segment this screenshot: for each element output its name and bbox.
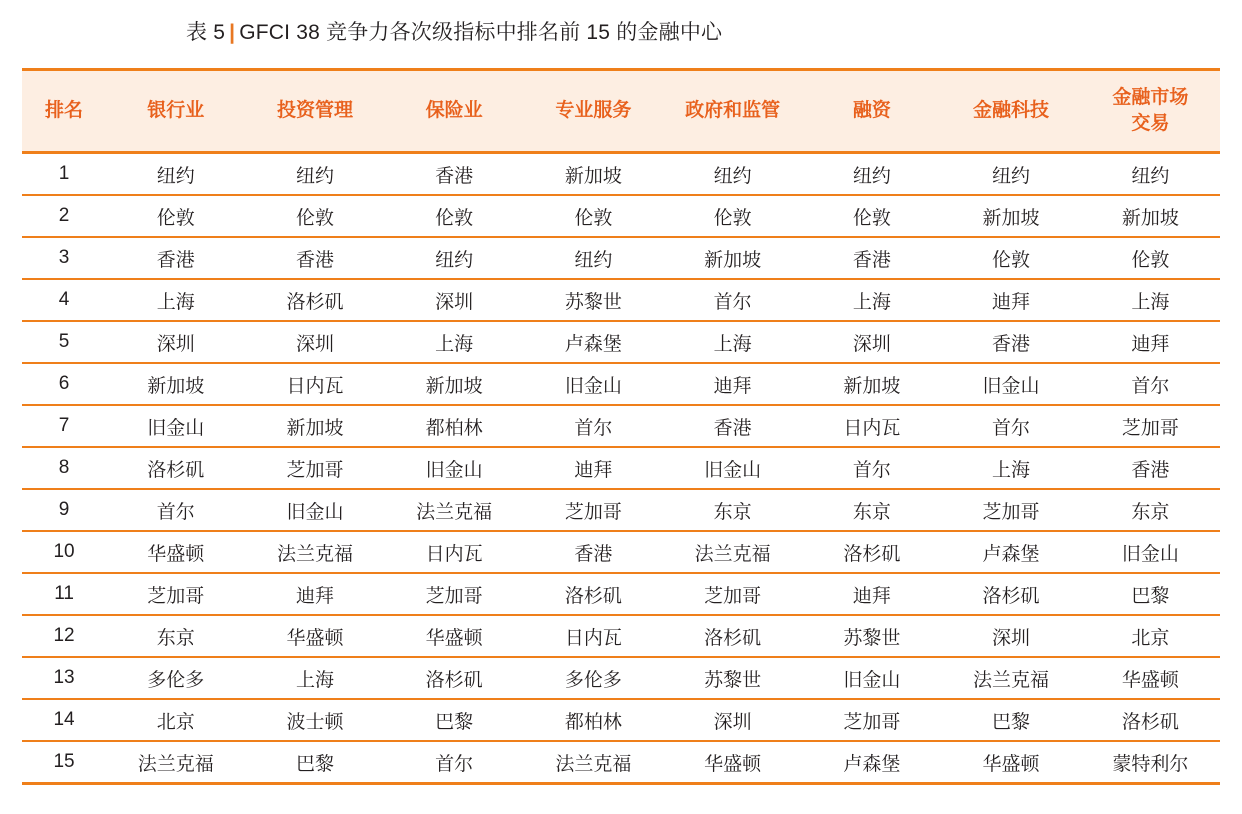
- table-row: [22, 615, 1220, 657]
- cell-government-regulation: 华盛顿: [663, 741, 802, 784]
- cell-rank: 4: [22, 279, 106, 321]
- column-header-fintech: 金融科技: [941, 70, 1080, 153]
- cell-government-regulation: 法兰克福: [663, 531, 802, 573]
- cell-banking: 芝加哥: [106, 573, 245, 615]
- cell-rank: 12: [22, 615, 106, 657]
- cell-trading: 洛杉矶: [1081, 699, 1220, 741]
- cell-professional-services: 首尔: [524, 405, 663, 447]
- cell-professional-services: 芝加哥: [524, 489, 663, 531]
- cell-fintech: 新加坡: [941, 195, 1080, 237]
- cell-trading: 旧金山: [1081, 531, 1220, 573]
- cell-rank: 5: [22, 321, 106, 363]
- cell-investment-management: 芝加哥: [245, 447, 384, 489]
- cell-insurance: 深圳: [385, 279, 524, 321]
- cell-trading: 巴黎: [1081, 573, 1220, 615]
- cell-rank: 13: [22, 657, 106, 699]
- table-row: [22, 279, 1220, 321]
- cell-government-regulation: 伦敦: [663, 195, 802, 237]
- gfci-subindex-table: [22, 68, 1220, 785]
- cell-fintech: 纽约: [941, 153, 1080, 196]
- cell-insurance: 法兰克福: [385, 489, 524, 531]
- column-header-insurance: 保险业: [385, 70, 524, 153]
- cell-investment-management: 旧金山: [245, 489, 384, 531]
- table-row: [22, 573, 1220, 615]
- cell-professional-services: 法兰克福: [524, 741, 663, 784]
- table-row: [22, 489, 1220, 531]
- cell-fintech: 巴黎: [941, 699, 1080, 741]
- cell-banking: 东京: [106, 615, 245, 657]
- cell-government-regulation: 东京: [663, 489, 802, 531]
- cell-trading: 北京: [1081, 615, 1220, 657]
- cell-government-regulation: 洛杉矶: [663, 615, 802, 657]
- cell-banking: 深圳: [106, 321, 245, 363]
- cell-finance: 伦敦: [802, 195, 941, 237]
- column-header-investment-management: 投资管理: [245, 70, 384, 153]
- cell-banking: 多伦多: [106, 657, 245, 699]
- cell-trading: 伦敦: [1081, 237, 1220, 279]
- cell-trading: 蒙特利尔: [1081, 741, 1220, 784]
- cell-government-regulation: 苏黎世: [663, 657, 802, 699]
- cell-banking: 洛杉矶: [106, 447, 245, 489]
- cell-government-regulation: 迪拜: [663, 363, 802, 405]
- cell-rank: 15: [22, 741, 106, 784]
- cell-banking: 伦敦: [106, 195, 245, 237]
- column-header-professional-services: 专业服务: [524, 70, 663, 153]
- cell-insurance: 首尔: [385, 741, 524, 784]
- cell-rank: 1: [22, 153, 106, 196]
- cell-fintech: 华盛顿: [941, 741, 1080, 784]
- caption-text: GFCI 38 竞争力各次级指标中排名前 15 的金融中心: [239, 21, 723, 44]
- cell-investment-management: 日内瓦: [245, 363, 384, 405]
- cell-finance: 卢森堡: [802, 741, 941, 784]
- column-header-rank: 排名: [22, 70, 106, 153]
- cell-insurance: 芝加哥: [385, 573, 524, 615]
- column-header-trading: [1081, 70, 1220, 153]
- cell-finance: 洛杉矶: [802, 531, 941, 573]
- cell-banking: 上海: [106, 279, 245, 321]
- cell-professional-services: 日内瓦: [524, 615, 663, 657]
- cell-government-regulation: 芝加哥: [663, 573, 802, 615]
- cell-insurance: 旧金山: [385, 447, 524, 489]
- caption-number: 表 5: [186, 21, 226, 44]
- cell-insurance: 新加坡: [385, 363, 524, 405]
- cell-fintech: 深圳: [941, 615, 1080, 657]
- column-header-banking: 银行业: [106, 70, 245, 153]
- table-container: [22, 68, 1220, 785]
- cell-rank: 11: [22, 573, 106, 615]
- cell-rank: 2: [22, 195, 106, 237]
- cell-government-regulation: 上海: [663, 321, 802, 363]
- cell-rank: 6: [22, 363, 106, 405]
- cell-fintech: 法兰克福: [941, 657, 1080, 699]
- cell-investment-management: 纽约: [245, 153, 384, 196]
- cell-banking: 首尔: [106, 489, 245, 531]
- cell-finance: 日内瓦: [802, 405, 941, 447]
- cell-professional-services: 纽约: [524, 237, 663, 279]
- cell-insurance: 日内瓦: [385, 531, 524, 573]
- table-row: [22, 405, 1220, 447]
- column-header-trading-line1: 金融市场: [1112, 87, 1189, 108]
- table-row: [22, 699, 1220, 741]
- cell-trading: 东京: [1081, 489, 1220, 531]
- cell-investment-management: 迪拜: [245, 573, 384, 615]
- cell-investment-management: 巴黎: [245, 741, 384, 784]
- cell-finance: 迪拜: [802, 573, 941, 615]
- cell-professional-services: 香港: [524, 531, 663, 573]
- cell-government-regulation: 首尔: [663, 279, 802, 321]
- cell-fintech: 迪拜: [941, 279, 1080, 321]
- cell-investment-management: 洛杉矶: [245, 279, 384, 321]
- table-row: [22, 321, 1220, 363]
- cell-professional-services: 洛杉矶: [524, 573, 663, 615]
- cell-insurance: 都柏林: [385, 405, 524, 447]
- cell-fintech: 芝加哥: [941, 489, 1080, 531]
- cell-rank: 9: [22, 489, 106, 531]
- cell-rank: 14: [22, 699, 106, 741]
- column-header-finance: 融资: [802, 70, 941, 153]
- table-row: [22, 447, 1220, 489]
- cell-banking: 北京: [106, 699, 245, 741]
- cell-fintech: 上海: [941, 447, 1080, 489]
- cell-investment-management: 深圳: [245, 321, 384, 363]
- cell-government-regulation: 香港: [663, 405, 802, 447]
- cell-rank: 7: [22, 405, 106, 447]
- caption-separator: |: [229, 21, 236, 44]
- cell-finance: 上海: [802, 279, 941, 321]
- cell-investment-management: 华盛顿: [245, 615, 384, 657]
- cell-investment-management: 上海: [245, 657, 384, 699]
- table-row: [22, 657, 1220, 699]
- cell-trading: 芝加哥: [1081, 405, 1220, 447]
- cell-professional-services: 新加坡: [524, 153, 663, 196]
- cell-investment-management: 法兰克福: [245, 531, 384, 573]
- column-header-trading-line2: 交易: [1131, 113, 1170, 134]
- cell-banking: 纽约: [106, 153, 245, 196]
- cell-finance: 纽约: [802, 153, 941, 196]
- cell-investment-management: 波士顿: [245, 699, 384, 741]
- table-row: [22, 153, 1220, 196]
- cell-trading: 香港: [1081, 447, 1220, 489]
- cell-professional-services: 迪拜: [524, 447, 663, 489]
- cell-banking: 旧金山: [106, 405, 245, 447]
- cell-fintech: 香港: [941, 321, 1080, 363]
- cell-finance: 首尔: [802, 447, 941, 489]
- cell-insurance: 伦敦: [385, 195, 524, 237]
- cell-finance: 香港: [802, 237, 941, 279]
- cell-finance: 苏黎世: [802, 615, 941, 657]
- table-row: [22, 741, 1220, 784]
- cell-rank: 10: [22, 531, 106, 573]
- cell-insurance: 巴黎: [385, 699, 524, 741]
- cell-finance: 芝加哥: [802, 699, 941, 741]
- table-row: [22, 195, 1220, 237]
- table-body: [22, 153, 1220, 784]
- cell-professional-services: 都柏林: [524, 699, 663, 741]
- cell-finance: 东京: [802, 489, 941, 531]
- cell-fintech: 卢森堡: [941, 531, 1080, 573]
- cell-fintech: 伦敦: [941, 237, 1080, 279]
- cell-finance: 深圳: [802, 321, 941, 363]
- table-row: [22, 237, 1220, 279]
- cell-trading: 华盛顿: [1081, 657, 1220, 699]
- cell-rank: 8: [22, 447, 106, 489]
- cell-insurance: 香港: [385, 153, 524, 196]
- cell-trading: 上海: [1081, 279, 1220, 321]
- cell-finance: 旧金山: [802, 657, 941, 699]
- cell-trading: 首尔: [1081, 363, 1220, 405]
- cell-professional-services: 旧金山: [524, 363, 663, 405]
- cell-banking: 华盛顿: [106, 531, 245, 573]
- cell-fintech: 洛杉矶: [941, 573, 1080, 615]
- table-row: [22, 363, 1220, 405]
- cell-government-regulation: 旧金山: [663, 447, 802, 489]
- cell-government-regulation: 纽约: [663, 153, 802, 196]
- cell-government-regulation: 深圳: [663, 699, 802, 741]
- cell-professional-services: 多伦多: [524, 657, 663, 699]
- cell-investment-management: 伦敦: [245, 195, 384, 237]
- cell-insurance: 洛杉矶: [385, 657, 524, 699]
- cell-trading: 新加坡: [1081, 195, 1220, 237]
- cell-professional-services: 卢森堡: [524, 321, 663, 363]
- cell-insurance: 上海: [385, 321, 524, 363]
- table-header: [22, 70, 1220, 153]
- cell-trading: 迪拜: [1081, 321, 1220, 363]
- cell-professional-services: 伦敦: [524, 195, 663, 237]
- cell-fintech: 旧金山: [941, 363, 1080, 405]
- cell-insurance: 华盛顿: [385, 615, 524, 657]
- table-row: [22, 531, 1220, 573]
- table-header-row: [22, 70, 1220, 153]
- cell-government-regulation: 新加坡: [663, 237, 802, 279]
- cell-banking: 法兰克福: [106, 741, 245, 784]
- cell-fintech: 首尔: [941, 405, 1080, 447]
- cell-rank: 3: [22, 237, 106, 279]
- cell-banking: 香港: [106, 237, 245, 279]
- cell-banking: 新加坡: [106, 363, 245, 405]
- cell-investment-management: 新加坡: [245, 405, 384, 447]
- cell-trading: 纽约: [1081, 153, 1220, 196]
- cell-finance: 新加坡: [802, 363, 941, 405]
- cell-professional-services: 苏黎世: [524, 279, 663, 321]
- cell-investment-management: 香港: [245, 237, 384, 279]
- table-caption: [186, 18, 722, 48]
- column-header-government-regulation: 政府和监管: [663, 70, 802, 153]
- cell-insurance: 纽约: [385, 237, 524, 279]
